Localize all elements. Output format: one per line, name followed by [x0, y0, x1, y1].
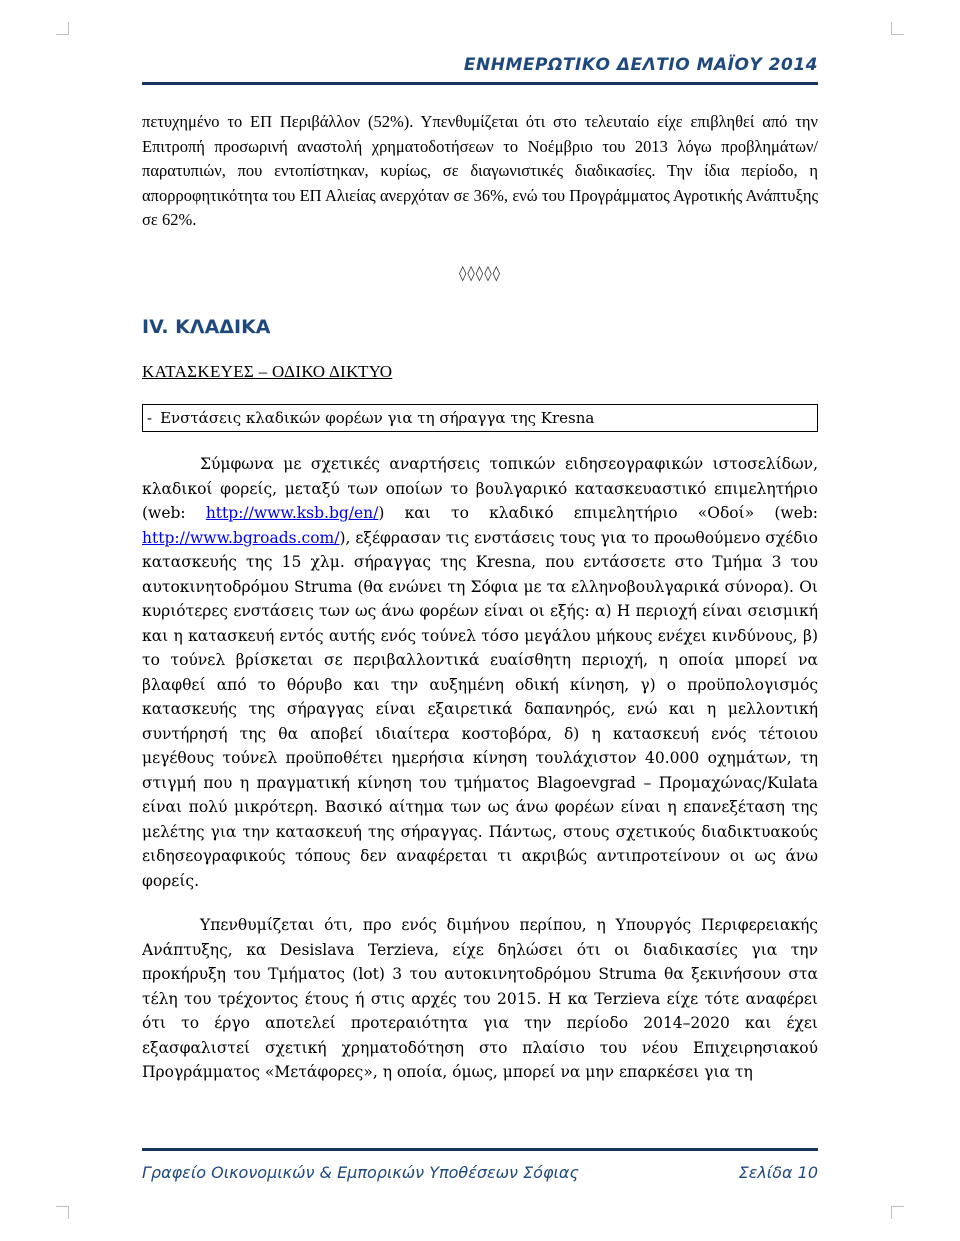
article-title: Ενστάσεις κλαδικών φορέων για τη σήραγγα της Kresna — [160, 409, 595, 427]
page-content — [142, 110, 818, 1085]
page-number: Σελίδα 10 — [738, 1163, 818, 1182]
ksb-link[interactable]: http://www.ksb.bg/en/ — [205, 504, 379, 522]
article-paragraph-2 — [142, 913, 818, 1085]
crop-mark-top-left — [56, 22, 69, 35]
paragraph-1-part-2: ) και το κλαδικό επιμελητήριο «Οδοί» (web: — [378, 504, 819, 522]
intro-paragraph: πετυχημένο το ΕΠ Περιβάλλον (52%). Υπενθυμίζεται ότι στο τελευταίο είχε επιβληθεί από την Επιτροπή προσωρινή αναστολή χρηματοδοτήσεων το Νοέμβριο του 2013 λόγω προβλημάτων/παρατυπιών, που εντοπίστηκαν, κυρίως, σε διαγωνιστικές διαδικασίες. Την ίδια περίοδο, η απορροφητικότητα του ΕΠ Αλιείας ανερχόταν σε 36%, ενώ του Προγράμματος Αγροτικής Ανάπτυξης σε 62%. — [142, 112, 818, 229]
page-header: ΕΝΗΜΕΡΩΤΙΚΟ ΔΕΛΤΙΟ ΜΑΪΟΥ 2014 — [463, 55, 818, 75]
crop-mark-top-right — [891, 22, 904, 35]
crop-mark-bottom-left — [56, 1206, 69, 1219]
section-separator: ◊◊◊◊◊ — [458, 263, 502, 282]
footer-office: Γραφείο Οικονομικών & Εμπορικών Υποθέσεων Σόφιας — [142, 1163, 579, 1182]
article-title-box — [142, 404, 818, 432]
paragraph-1-part-1: Σύμφωνα με σχετικές αναρτήσεις τοπικών ειδησεογραφικών ιστοσελίδων, κλαδικοί φορείς, μεταξύ των οποίων το βουλγαρικό κατασκευαστικό επιμελητήριο (web: — [142, 455, 818, 522]
paragraph-1-part-3: ), εξέφρασαν τις ενστάσεις τους για το προωθούμενο σχέδιο κατασκευής της 15 χλμ. σήραγγας της Kresna, που εντάσσετε στο Τμήμα 3 του αυτοκινητοδρόμου Struma (θα ενώνει τη Σόφια με τα ελληνοβουλγαρικά σύνορα). Οι κυριότερες ενστάσεις των ως άνω φορέων είναι οι εξής: α) Η περιοχή είναι σεισμική και η κατασκευή εντός αυτής ενός τούνελ τόσο μεγάλου μήκους ενέχει κινδύνους, β) το τούνελ βρίσκεται σε περιβαλλοντικά ευαίσθητη περιοχή, η οποία μπορεί να βλαφθεί από το θόρυβο και την αυξημένη οδική κίνηση, γ) ο προϋπολογισμός κατασκευής της σήραγγας είναι εξαιρετικά δαπανηρός, ενώ και η μελλοντική συντήρησή της θα αποβεί ιδιαίτερα κοστοβόρα, δ) η κατασκευή ενός τέτοιου μεγέθους τούνελ προϋποθέτει ημερήσια κίνηση τουλάχιστον 40.000 οχημάτων, τη στιγμή που η πραγματική κίνηση του τμήματος Blagoevgrad – Προμαχώνας/Kulata είναι πολύ μικρότερη. Βασικό αίτημα των ως άνω φορέων είναι η επανεξέταση της μελέτης για την κατασκευή της σήραγγας. Πάντως, στους σχετικούς διαδικτυακούς ειδησεογραφικούς τόπους δεν αναφέρεται τι ακριβώς αντιπροτείνουν οι ως άνω φορείς. — [142, 528, 818, 890]
page-footer — [142, 1163, 818, 1182]
subsection-title: ΚΑΤΑΣΚΕΥΕΣ – ΟΔΙΚΟ ΔΙΚΤΥΟ — [142, 361, 393, 381]
footer-rule — [142, 1148, 818, 1151]
section-title: IV. ΚΛΑΔΙΚΑ — [142, 316, 271, 338]
header-rule — [142, 82, 818, 85]
box-dash: - — [147, 409, 153, 427]
paragraph-2-text: Υπενθυμίζεται ότι, προ ενός διμήνου περίπου, η Υπουργός Περιφερειακής Ανάπτυξης, κα Desislava Terzieva, είχε δηλώσει ότι οι διαδικασίες για την προκήρυξη του Τμήματος (lot) 3 του αυτοκινητοδρόμου Struma θα ξεκινήσουν στα τέλη του τρέχοντος έτους ή στις αρχές του 2015. Η κα Terzieva είχε τότε αναφέρει ότι το έργο αποτελεί προτεραιότητα για την περίοδο 2014–2020 και έχει εξασφαλιστεί σχετική χρηματοδότηση στο πλαίσιο του νέου Επιχειρησιακού Προγράμματος «Μετάφορες», η οποία, όμως, μπορεί να μην επαρκέσει για τη — [142, 916, 818, 1081]
article-paragraph-1 — [142, 452, 818, 893]
crop-mark-bottom-right — [891, 1206, 904, 1219]
bgroads-link[interactable]: http://www.bgroads.com/ — [142, 528, 340, 547]
